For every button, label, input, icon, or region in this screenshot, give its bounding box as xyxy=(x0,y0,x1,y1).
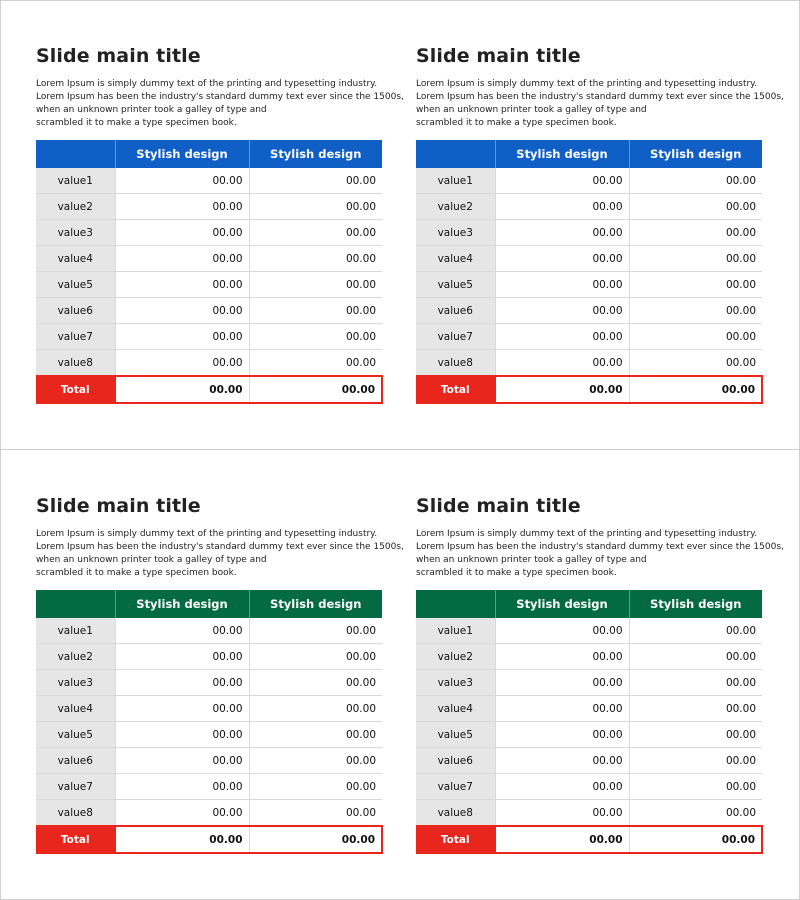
row-value: 00.00 xyxy=(115,298,249,324)
row-label: value1 xyxy=(36,618,115,644)
row-value: 00.00 xyxy=(495,324,629,350)
body-line: Lorem Ipsum has been the industry's standard dummy text ever since the 1500s, xyxy=(36,92,404,102)
row-label: value3 xyxy=(416,670,495,696)
row-value: 00.00 xyxy=(249,194,382,220)
row-label: value4 xyxy=(416,696,495,722)
row-value: 00.00 xyxy=(249,618,382,644)
row-value: 00.00 xyxy=(629,618,762,644)
data-table xyxy=(416,140,763,404)
slide-title: Slide main title xyxy=(416,45,581,67)
table-row xyxy=(416,298,762,324)
row-label: value3 xyxy=(36,670,115,696)
row-value: 00.00 xyxy=(495,670,629,696)
row-label: value5 xyxy=(36,272,115,298)
table-row xyxy=(416,350,762,377)
row-label: value8 xyxy=(36,350,115,377)
column-header: Stylish design xyxy=(495,590,629,618)
row-value: 00.00 xyxy=(629,194,762,220)
row-value: 00.00 xyxy=(495,246,629,272)
column-header: Stylish design xyxy=(249,590,382,618)
table-row xyxy=(36,194,382,220)
row-value: 00.00 xyxy=(629,168,762,194)
row-value: 00.00 xyxy=(115,246,249,272)
row-value: 00.00 xyxy=(115,644,249,670)
slide-divider xyxy=(0,449,800,450)
row-value: 00.00 xyxy=(495,618,629,644)
table-row xyxy=(36,670,382,696)
row-value: 00.00 xyxy=(495,272,629,298)
body-line: when an unknown printer took a galley of type and xyxy=(36,105,267,115)
table-row xyxy=(36,246,382,272)
header-corner-cell xyxy=(36,140,115,168)
row-label: value8 xyxy=(36,800,115,827)
body-line: scrambled it to make a type specimen book. xyxy=(416,118,617,128)
row-value: 00.00 xyxy=(495,722,629,748)
body-line: Lorem Ipsum has been the industry's standard dummy text ever since the 1500s, xyxy=(36,542,404,552)
row-value: 00.00 xyxy=(115,800,249,827)
row-value: 00.00 xyxy=(629,644,762,670)
header-corner-cell xyxy=(36,590,115,618)
column-header: Stylish design xyxy=(115,140,249,168)
row-value: 00.00 xyxy=(629,800,762,827)
body-line: when an unknown printer took a galley of type and xyxy=(416,555,647,565)
row-label: value6 xyxy=(416,748,495,774)
table-row xyxy=(36,350,382,377)
row-value: 00.00 xyxy=(495,220,629,246)
total-value: 00.00 xyxy=(629,826,762,853)
row-value: 00.00 xyxy=(249,272,382,298)
row-value: 00.00 xyxy=(249,800,382,827)
table-row xyxy=(416,696,762,722)
row-value: 00.00 xyxy=(495,350,629,377)
table-row xyxy=(36,722,382,748)
row-value: 00.00 xyxy=(249,350,382,377)
row-value: 00.00 xyxy=(629,246,762,272)
row-value: 00.00 xyxy=(249,168,382,194)
table-row xyxy=(36,618,382,644)
row-value: 00.00 xyxy=(249,298,382,324)
body-line: Lorem Ipsum is simply dummy text of the printing and typesetting industry. xyxy=(416,529,758,539)
row-label: value5 xyxy=(36,722,115,748)
row-value: 00.00 xyxy=(249,722,382,748)
data-table xyxy=(416,590,763,854)
body-line: scrambled it to make a type specimen book. xyxy=(36,118,237,128)
table-row xyxy=(36,220,382,246)
total-value: 00.00 xyxy=(629,376,762,403)
row-value: 00.00 xyxy=(629,298,762,324)
table-row xyxy=(36,800,382,827)
total-row xyxy=(416,376,762,403)
body-line: scrambled it to make a type specimen book. xyxy=(36,568,237,578)
row-value: 00.00 xyxy=(629,696,762,722)
row-value: 00.00 xyxy=(629,722,762,748)
header-corner-cell xyxy=(416,140,495,168)
data-table xyxy=(36,140,383,404)
row-value: 00.00 xyxy=(495,800,629,827)
slide-4 xyxy=(416,494,784,874)
row-value: 00.00 xyxy=(249,670,382,696)
slide-body-text xyxy=(36,78,404,130)
row-value: 00.00 xyxy=(115,272,249,298)
row-value: 00.00 xyxy=(629,324,762,350)
table-row xyxy=(36,774,382,800)
row-value: 00.00 xyxy=(495,644,629,670)
column-header: Stylish design xyxy=(629,590,762,618)
total-row xyxy=(36,376,382,403)
table-row xyxy=(36,168,382,194)
row-value: 00.00 xyxy=(629,670,762,696)
slide-1 xyxy=(36,44,404,424)
row-value: 00.00 xyxy=(249,696,382,722)
data-table xyxy=(36,590,383,854)
row-value: 00.00 xyxy=(495,748,629,774)
table-row xyxy=(36,272,382,298)
row-label: value4 xyxy=(416,246,495,272)
row-value: 00.00 xyxy=(115,774,249,800)
slide-body-text xyxy=(416,528,784,580)
row-value: 00.00 xyxy=(495,168,629,194)
row-label: value6 xyxy=(36,298,115,324)
slide-3 xyxy=(36,494,404,874)
total-row xyxy=(416,826,762,853)
row-label: value7 xyxy=(416,324,495,350)
table-row xyxy=(416,168,762,194)
table-row xyxy=(416,194,762,220)
total-row xyxy=(36,826,382,853)
body-line: when an unknown printer took a galley of type and xyxy=(36,555,267,565)
column-header: Stylish design xyxy=(249,140,382,168)
column-header: Stylish design xyxy=(495,140,629,168)
row-value: 00.00 xyxy=(495,194,629,220)
row-value: 00.00 xyxy=(249,246,382,272)
table-header-row xyxy=(36,590,382,618)
row-value: 00.00 xyxy=(115,722,249,748)
row-label: value2 xyxy=(36,194,115,220)
header-corner-cell xyxy=(416,590,495,618)
table-row xyxy=(416,800,762,827)
row-value: 00.00 xyxy=(249,644,382,670)
body-line: scrambled it to make a type specimen book. xyxy=(416,568,617,578)
row-value: 00.00 xyxy=(249,748,382,774)
body-line: Lorem Ipsum is simply dummy text of the printing and typesetting industry. xyxy=(36,79,378,89)
total-label: Total xyxy=(36,826,115,853)
body-line: Lorem Ipsum has been the industry's standard dummy text ever since the 1500s, xyxy=(416,92,784,102)
table-row xyxy=(416,644,762,670)
row-label: value5 xyxy=(416,272,495,298)
slide-body-text xyxy=(416,78,784,130)
total-value: 00.00 xyxy=(115,376,249,403)
table-row xyxy=(36,696,382,722)
total-label: Total xyxy=(36,376,115,403)
slide-body-text xyxy=(36,528,404,580)
slide-2 xyxy=(416,44,784,424)
total-value: 00.00 xyxy=(495,376,629,403)
row-value: 00.00 xyxy=(115,696,249,722)
row-value: 00.00 xyxy=(495,298,629,324)
row-label: value7 xyxy=(36,774,115,800)
row-value: 00.00 xyxy=(115,220,249,246)
column-header: Stylish design xyxy=(629,140,762,168)
slide-title: Slide main title xyxy=(36,495,201,517)
body-line: when an unknown printer took a galley of type and xyxy=(416,105,647,115)
column-header: Stylish design xyxy=(115,590,249,618)
row-label: value2 xyxy=(416,644,495,670)
row-label: value1 xyxy=(36,168,115,194)
row-label: value7 xyxy=(36,324,115,350)
row-value: 00.00 xyxy=(629,748,762,774)
row-value: 00.00 xyxy=(115,350,249,377)
body-line: Lorem Ipsum is simply dummy text of the printing and typesetting industry. xyxy=(36,529,378,539)
total-value: 00.00 xyxy=(249,376,382,403)
total-value: 00.00 xyxy=(115,826,249,853)
table-row xyxy=(416,220,762,246)
total-value: 00.00 xyxy=(249,826,382,853)
row-value: 00.00 xyxy=(249,774,382,800)
row-label: value8 xyxy=(416,800,495,827)
table-row xyxy=(416,722,762,748)
table-row xyxy=(416,246,762,272)
row-label: value4 xyxy=(36,246,115,272)
table-header-row xyxy=(416,590,762,618)
table-row xyxy=(416,748,762,774)
row-label: value2 xyxy=(36,644,115,670)
row-value: 00.00 xyxy=(629,220,762,246)
table-row xyxy=(416,618,762,644)
row-label: value6 xyxy=(36,748,115,774)
row-value: 00.00 xyxy=(249,220,382,246)
row-label: value4 xyxy=(36,696,115,722)
total-label: Total xyxy=(416,826,495,853)
row-label: value3 xyxy=(36,220,115,246)
table-row xyxy=(416,774,762,800)
row-value: 00.00 xyxy=(115,194,249,220)
row-value: 00.00 xyxy=(495,696,629,722)
table-row xyxy=(36,748,382,774)
total-label: Total xyxy=(416,376,495,403)
row-label: value5 xyxy=(416,722,495,748)
body-line: Lorem Ipsum has been the industry's standard dummy text ever since the 1500s, xyxy=(416,542,784,552)
row-value: 00.00 xyxy=(115,748,249,774)
row-value: 00.00 xyxy=(629,350,762,377)
body-line: Lorem Ipsum is simply dummy text of the printing and typesetting industry. xyxy=(416,79,758,89)
row-value: 00.00 xyxy=(495,774,629,800)
slide-title: Slide main title xyxy=(36,45,201,67)
row-value: 00.00 xyxy=(629,774,762,800)
table-row xyxy=(36,324,382,350)
row-label: value3 xyxy=(416,220,495,246)
table-header-row xyxy=(36,140,382,168)
total-value: 00.00 xyxy=(495,826,629,853)
row-label: value7 xyxy=(416,774,495,800)
row-value: 00.00 xyxy=(115,168,249,194)
table-row xyxy=(36,298,382,324)
table-row xyxy=(416,324,762,350)
row-value: 00.00 xyxy=(249,324,382,350)
slide-title: Slide main title xyxy=(416,495,581,517)
row-label: value6 xyxy=(416,298,495,324)
row-label: value1 xyxy=(416,618,495,644)
row-label: value1 xyxy=(416,168,495,194)
table-header-row xyxy=(416,140,762,168)
row-value: 00.00 xyxy=(115,324,249,350)
table-row xyxy=(416,670,762,696)
row-value: 00.00 xyxy=(115,618,249,644)
row-value: 00.00 xyxy=(629,272,762,298)
row-label: value2 xyxy=(416,194,495,220)
row-value: 00.00 xyxy=(115,670,249,696)
row-label: value8 xyxy=(416,350,495,377)
table-row xyxy=(36,644,382,670)
table-row xyxy=(416,272,762,298)
